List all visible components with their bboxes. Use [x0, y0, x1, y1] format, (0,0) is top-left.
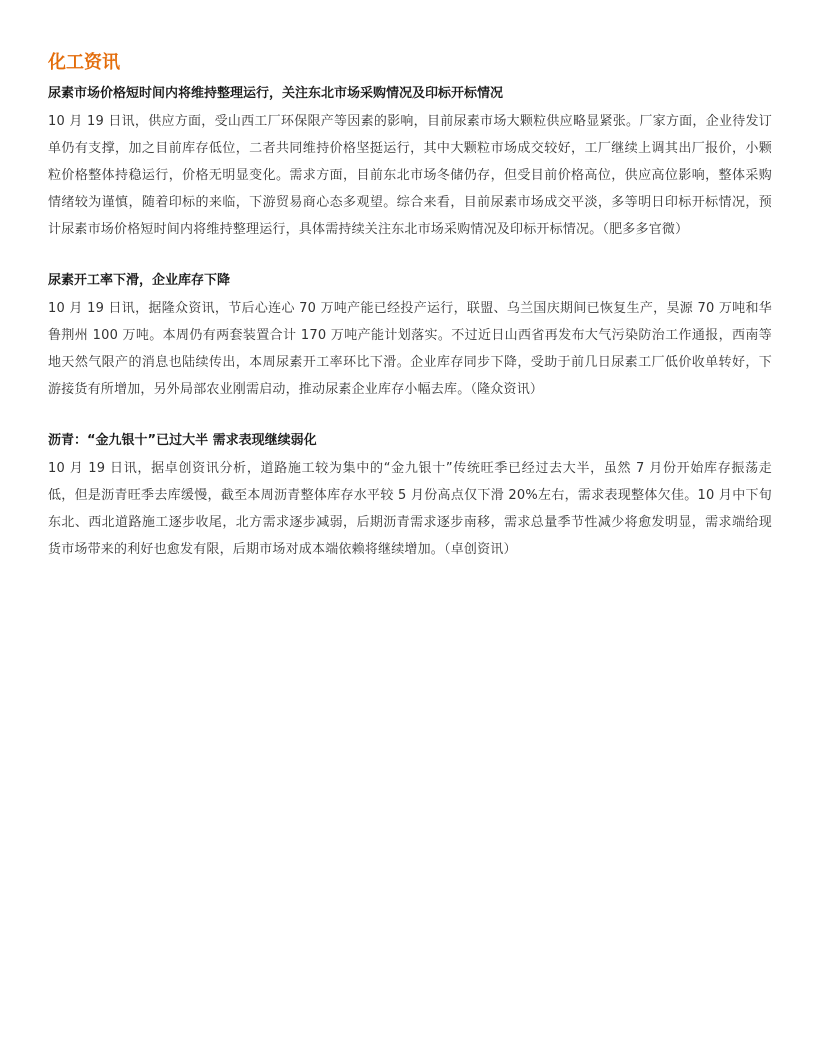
section-title: 化工资讯	[48, 52, 120, 73]
article-urea-price	[48, 84, 772, 243]
article-headline: 沥青：“金九银十”已过大半 需求表现继续弱化	[48, 433, 317, 448]
article-urea-operating-rate	[48, 271, 772, 403]
article-headline: 尿素市场价格短时间内将维持整理运行，关注东北市场采购情况及印标开标情况	[48, 86, 504, 101]
document-page	[48, 50, 772, 563]
article-body: 10 月 19 日讯，据隆众资讯，节后心连心 70 万吨产能已经投产运行，联盟、乌兰国庆期间已恢复生产，昊源 70 万吨和华鲁荆州 100 万吨。本周仍有两套装置合计 170 万吨产能计划落实。不过近日山西省再发布大气污染防治工作通报，西南等地天然气限产的消息也陆续传出，本周尿素开工率环比下滑。企业库存同步下降，受助于前几日尿素工厂低价收单转好，下游接货有所增加，另外局部农业刚需启动，推动尿素企业库存小幅去库。（隆众资讯）	[48, 301, 772, 397]
article-body: 10 月 19 日讯，供应方面，受山西工厂环保限产等因素的影响，目前尿素市场大颗粒供应略显紧张。厂家方面，企业待发订单仍有支撑，加之目前库存低位，二者共同维持价格坚挺运行，其中大颗粒市场成交较好，工厂继续上调其出厂报价，小颗粒价格整体持稳运行，价格无明显变化。需求方面，目前东北市场冬储仍存，但受目前价格高位，供应高位影响，整体采购情绪较为谨慎，随着印标的来临，下游贸易商心态多观望。综合来看，目前尿素市场成交平淡，多等明日印标开标情况，预计尿素市场价格短时间内将维持整理运行，具体需持续关注东北市场采购情况及印标开标情况。（肥多多官微）	[48, 114, 772, 237]
article-headline: 尿素开工率下滑，企业库存下降	[48, 273, 231, 288]
article-body: 10 月 19 日讯，据卓创资讯分析，道路施工较为集中的“金九银十”传统旺季已经过去大半，虽然 7 月份开始库存振荡走低，但是沥青旺季去库缓慢，截至本周沥青整体库存水平较 5 月份高点仅下滑 20%左右，需求表现整体欠佳。10 月中下旬东北、西北道路施工逐步收尾，北方需求逐步减弱，后期沥青需求逐步南移，需求总量季节性减少将愈发明显，需求端给现货市场带来的利好也愈发有限，后期市场对成本端依赖将继续增加。（卓创资讯）	[48, 461, 772, 557]
article-asphalt-demand	[48, 431, 772, 563]
